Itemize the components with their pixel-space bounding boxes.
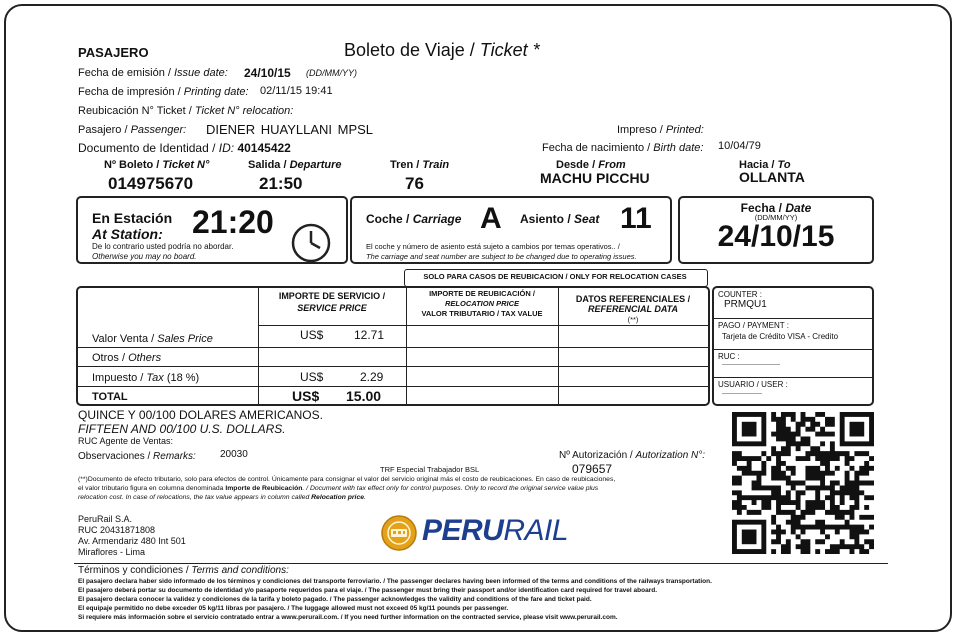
terms-line: Si requiere más información sobre el servicio contratado entrar a www.perurail.com. / If you need further information on the contracted service, please visit www.perurail.com. [78, 614, 618, 621]
carriage-box [350, 196, 672, 264]
relocation-header-box [404, 269, 708, 287]
tax-label: Impuesto / Tax (18 %) [92, 372, 200, 384]
remarks-label: Observaciones / Remarks: [78, 451, 196, 462]
company-name: PeruRail S.A. [78, 514, 133, 524]
perurail-seal-icon [380, 514, 418, 552]
issue-date-format: (DD/MM/YY) [306, 68, 357, 78]
station-time: 21:20 [192, 204, 274, 240]
user-value: -------------------- [722, 391, 762, 397]
terms-line: El pasajero deberá portar su documento de identidad y/o pasaporte requeridos para el viaje. / The passenger must bring their passport and/or identification card required for travel aboard. [78, 587, 657, 594]
birth-date-label: Fecha de nacimiento / Birth date: [542, 142, 704, 154]
terms-line: El equipaje permitido no debe exceder 05 kg/11 libras por pasajero. / The luggage allowed must not exceed 05 kg/11 pounds per passenger. [78, 605, 509, 612]
authorization-label: Nº Autorización / Autorization N°: [559, 450, 706, 461]
date-value: 24/10/15 [717, 220, 835, 253]
date-label: Fecha / Date [740, 201, 812, 215]
tax-amount: 2.29 [360, 370, 384, 384]
perurail-logo: PERURAIL [422, 514, 569, 547]
seat-label: Asiento / Seat [520, 212, 600, 226]
passenger-name: DIENER HUAYLLANI MPSL [206, 122, 374, 137]
ref-header-3: (**) [627, 315, 639, 324]
date-format: (DD/MM/YY) [754, 213, 798, 222]
ticket-number-label: Nº Boleto / Ticket N° [104, 159, 210, 171]
total-label: TOTAL [92, 391, 128, 403]
total-amount: 15.00 [346, 388, 382, 404]
date-box [678, 196, 874, 264]
station-box [76, 196, 348, 264]
pricing-table [76, 286, 710, 406]
authorization-value: 079657 [572, 462, 613, 476]
ticket-number-value: 014975670 [108, 174, 194, 193]
birth-date-value: 10/04/79 [718, 140, 761, 152]
printed-label: Impreso / Printed: [617, 124, 704, 136]
trf-text: TRF Especial Trabajador BSL [380, 465, 480, 474]
sales-price-amount: 12.71 [354, 328, 385, 342]
service-header-es: IMPORTE DE SERVICIO / [278, 291, 386, 301]
qr-code [732, 412, 874, 554]
company-ruc: RUC 20431871808 [78, 525, 156, 535]
terms-list [78, 577, 712, 622]
reloc-header-2: RELOCATION PRICE [444, 299, 520, 308]
counter-value: PRMQU1 [724, 299, 767, 310]
passenger-tag: PASAJERO [78, 45, 149, 60]
ref-header-1: DATOS REFERENCIALES / [575, 294, 691, 304]
others-label: Otros / Others [92, 352, 162, 364]
payment-label: PAGO / PAYMENT : [718, 321, 789, 330]
user-label: USUARIO / USER : [718, 380, 788, 389]
ruc-label: RUC : [718, 352, 740, 361]
payment-value: Tarjeta de Crédito VISA - Credito [722, 332, 839, 341]
to-value: OLLANTA [739, 169, 805, 185]
relocation-label: Reubicación N° Ticket / Ticket N° relocation: [78, 105, 294, 117]
reloc-header-1: IMPORTE DE REUBICACIÓN / [429, 289, 535, 298]
carriage-note-en: The carriage and seat number are subject to be changed due to operating issues. [366, 252, 637, 261]
counter-label: COUNTER : [718, 290, 762, 299]
amount-words-en: FIFTEEN AND 00/100 U.S. DOLLARS. [78, 422, 286, 436]
clock-icon [290, 222, 332, 264]
terms-line: El pasajero declara conocer la validez y condiciones de la tarifa y boleto pagado. / The passenger acknowledges the validity and conditions of the fare and ticket paid. [78, 596, 592, 603]
id-label: Documento de Identidad / ID: 40145422 [78, 141, 291, 155]
issue-date-label: Fecha de emisión / Issue date: [78, 67, 228, 79]
remarks-value: 20030 [220, 449, 248, 460]
relocation-header: SOLO PARA CASOS DE REUBICACION / ONLY FOR RELOCATION CASES [423, 272, 687, 281]
carriage-note-es: El coche y número de asiento está sujeto a cambios por temas operativos.. / [366, 242, 620, 251]
carriage-label: Coche / Carriage [366, 212, 462, 226]
departure-value: 21:50 [259, 174, 303, 193]
station-label-en: At Station: [92, 226, 163, 242]
to-label: Hacia / To [739, 159, 791, 171]
from-label: Desde / From [556, 159, 626, 171]
seat-value: 11 [620, 202, 652, 235]
ref-header-2: REFERENCIAL DATA [588, 304, 678, 314]
departure-label: Salida / Departure [248, 159, 342, 171]
train-label: Tren / Train [390, 159, 450, 171]
terms-title: Términos y condiciones / Terms and conditions: [78, 565, 289, 576]
ruc-value: ----------------------------- [722, 362, 780, 368]
total-currency: US$ [292, 388, 320, 404]
service-header-en: SERVICE PRICE [297, 303, 367, 313]
from-value: MACHU PICCHU [540, 170, 650, 186]
tax-currency: US$ [300, 370, 324, 384]
carriage-value: A [480, 202, 502, 235]
id-value: 40145422 [237, 141, 291, 155]
train-value: 76 [405, 174, 424, 193]
issue-date-value: 24/10/15 [244, 66, 291, 80]
reloc-header-3: VALOR TRIBUTARIO / TAX VALUE [421, 309, 543, 318]
passenger-label: Pasajero / Passenger: [78, 124, 187, 136]
ticket-frame [4, 4, 952, 632]
company-city: Miraflores - Lima [78, 547, 146, 557]
sales-price-currency: US$ [300, 328, 324, 342]
sales-price-label: Valor Venta / Sales Price [92, 333, 213, 345]
amount-words-es: QUINCE Y 00/100 DOLARES AMERICANOS. [78, 408, 323, 422]
tax-note-line-3: relocation cost. In case of relocations, the tax value appears in column called Relocation price. [78, 494, 366, 501]
tax-note-line-2: el valor tributario figura en columna denominada Importe de Reubicación. / Document with tax effect only for control purposes. Only to record the original service value plus [78, 485, 599, 492]
station-note-es: De lo contrario usted podría no abordar. [92, 242, 234, 251]
ruc-agent-label: RUC Agente de Ventas: [78, 436, 174, 446]
page-title: Boleto de Viaje / Ticket * [344, 40, 540, 60]
station-note-en: Otherwise you may no board. [92, 252, 197, 261]
terms-line: El pasajero declara haber sido informado de los términos y condiciones del transporte ferroviario. / The passenger declares having been informed of the terms and conditions of the railways transportation. [78, 578, 712, 585]
station-label-es: En Estación [92, 210, 173, 226]
printing-date-label: Fecha de impresión / Printing date: [78, 86, 249, 98]
company-address: Av. Armendariz 480 Int 501 [78, 536, 186, 546]
printing-date-value: 02/11/15 19:41 [260, 85, 333, 97]
tax-note-line-1: (**)Documento de efecto tributario, solo para efectos de control. Únicamente para consignar el valor del servicio original más el costo de reubicaciones. En caso de reubicaciones, [78, 476, 616, 483]
side-info-box [712, 286, 874, 406]
